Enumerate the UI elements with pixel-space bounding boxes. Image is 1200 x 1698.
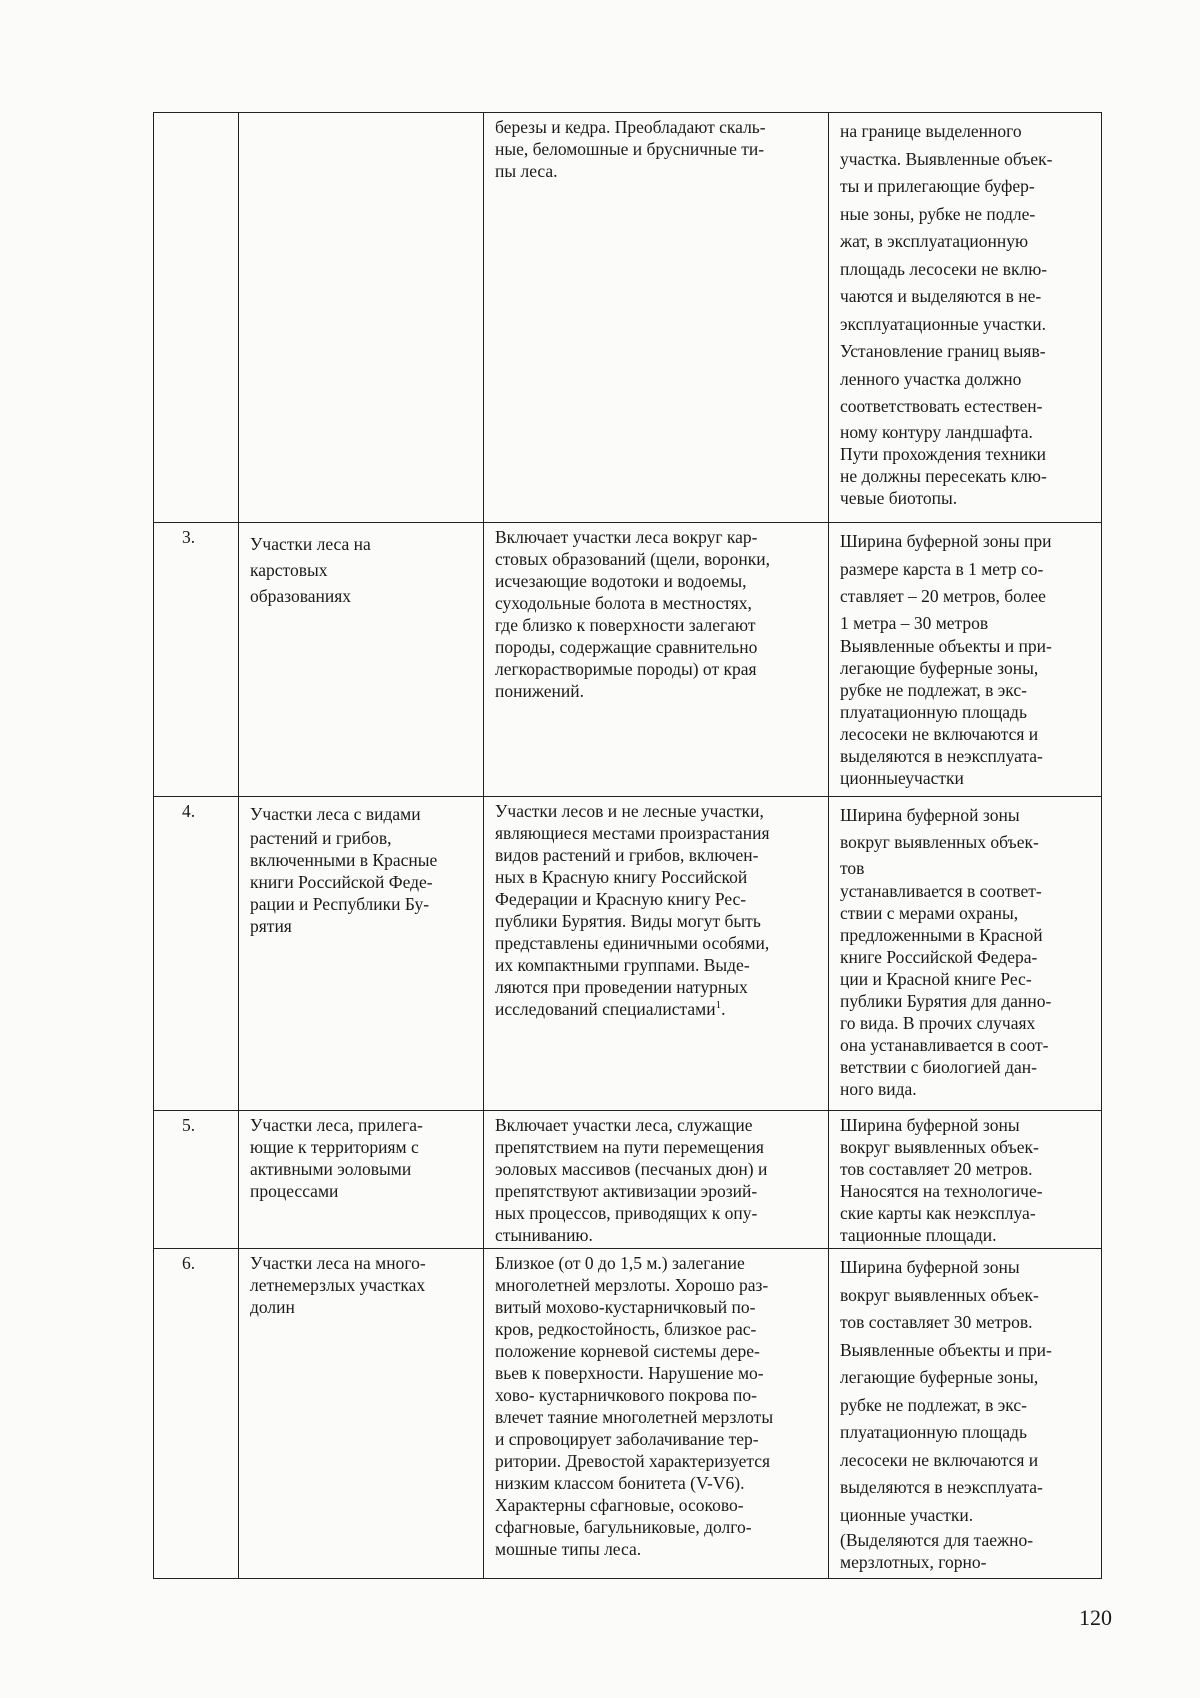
text-line: процессами — [250, 1181, 339, 1201]
text-line: Участки леса на — [250, 534, 371, 554]
text-line: препятствуют активизации эрозий- — [495, 1181, 758, 1201]
text-line: тов составляет 30 метров. — [840, 1312, 1033, 1332]
text-line: легкорастворимые породы) от края — [495, 659, 757, 679]
text-line: хово- кустарничкового покрова по- — [495, 1385, 757, 1405]
area-name-cell — [239, 797, 484, 1111]
text-line: положение корневой системы дере- — [495, 1341, 760, 1361]
area-name-cell — [239, 1111, 484, 1249]
text-line: ские карты как неэксплуа- — [840, 1203, 1036, 1223]
text-line: Выявленные объекты и при- — [840, 635, 1052, 656]
text-line: публики Бурятия. Виды могут быть — [495, 911, 761, 931]
text-line: образованиях — [250, 586, 352, 606]
text-line: Выявленные объекты и при- — [840, 1339, 1052, 1360]
text-line: и спровоцирует заболачивание тер- — [495, 1429, 759, 1449]
area-name-cell — [239, 113, 484, 523]
text-line: книги Российской Феде- — [250, 872, 433, 892]
text-line: витый мохово-кустарничковый по- — [495, 1297, 756, 1317]
text-line: Характерны сфагновые, осоково- — [495, 1495, 744, 1515]
text-line: долин — [250, 1297, 295, 1317]
text-line: вокруг выявленных объек- — [840, 1284, 1039, 1305]
text-line: легающие буферные зоны, — [840, 1367, 1039, 1387]
text-line: их компактными группами. Выде- — [495, 955, 750, 975]
text-line: Ширина буферной зоны — [840, 1257, 1020, 1277]
text-line: Ширина буферной зоны — [840, 805, 1020, 825]
text-line: тов — [840, 858, 865, 878]
text-line: лесосеки не включаются и — [840, 723, 1039, 744]
text-line: ции и Красной книге Рес- — [840, 969, 1032, 989]
text-line: стыниванию. — [495, 1225, 593, 1245]
text-line: эоловых массивов (песчаных дюн) и — [495, 1159, 768, 1179]
text-line: ционныеучастки — [840, 767, 964, 788]
text-line: ных в Красную книгу Российской — [495, 867, 748, 887]
text-fragment: исследований специалистами — [495, 999, 716, 1019]
text-line: Участки леса, прилега- — [250, 1115, 423, 1135]
text-line: книге Российской Федера- — [840, 947, 1038, 967]
text-line: размере карста в 1 метр со- — [840, 558, 1044, 579]
text-line: сфагновые, багульниковые, долго- — [495, 1517, 752, 1537]
text-line: чевые биотопы. — [840, 487, 958, 508]
text-line: Участки леса с видами — [250, 804, 421, 824]
text-line: рации и Республики Бу- — [250, 894, 430, 914]
text-line: соответствовать естествен- — [840, 396, 1043, 416]
text-line: ных процессов, приводящих к опу- — [495, 1203, 758, 1223]
forest-areas-table — [153, 112, 1102, 1579]
text-line: Ширина буферной зоны при — [840, 531, 1052, 551]
text-line — [495, 998, 820, 1020]
text-line: ному контуру ландшафта. — [840, 421, 1033, 442]
text-line: вокруг выявленных объек- — [840, 1137, 1039, 1157]
requirements-cell — [829, 523, 1102, 797]
row-number-cell: 3. — [154, 523, 239, 797]
area-name-cell — [239, 1249, 484, 1579]
text-line: она устанавливается в соот- — [840, 1035, 1049, 1055]
text-line: устанавливается в соответ- — [840, 881, 1042, 901]
text-line: Наносятся на технологиче- — [840, 1181, 1043, 1201]
text-line: на границе выделенного — [840, 121, 1022, 141]
row-number-cell: 5. — [154, 1111, 239, 1249]
text-line: летнемерзлых участках — [250, 1275, 426, 1295]
text-line: низким классом бонитета (V-V6). — [495, 1473, 745, 1493]
text-line: многолетней мерзлоты. Хорошо раз- — [495, 1275, 769, 1295]
text-line: представлены единичными особями, — [495, 933, 770, 953]
text-line: ветствии с биологией дан- — [840, 1057, 1037, 1077]
text-line: Участки леса на много- — [250, 1253, 426, 1273]
table-row-6 — [154, 1249, 1102, 1579]
text-line: растений и грибов, — [250, 828, 392, 848]
text-line: влечет таяние многолетней мерзлоты — [495, 1407, 774, 1427]
text-line: мошные типы леса. — [495, 1539, 642, 1559]
text-line: активными эоловыми — [250, 1159, 412, 1179]
description-cell — [484, 797, 829, 1111]
text-line: (Выделяются для таежно- — [840, 1530, 1034, 1550]
text-line: Ширина буферной зоны — [840, 1115, 1020, 1135]
text-line: 1 метра – 30 метров — [840, 612, 989, 633]
text-line: лесосеки не включаются и — [840, 1449, 1039, 1470]
row-number-cell: 6. — [154, 1249, 239, 1579]
text-line: легающие буферные зоны, — [840, 657, 1039, 678]
text-line: жат, в эксплуатационную — [840, 231, 1029, 251]
description-cell — [484, 1249, 829, 1579]
text-line: ленного участка должно — [840, 368, 1022, 389]
text-line: рубке не подлежат, в экс- — [840, 679, 1027, 700]
text-line: стовых образований (щели, воронки, — [495, 549, 771, 569]
description-cell — [484, 113, 829, 523]
requirements-cell — [829, 1249, 1102, 1579]
text-line: березы и кедра. Преобладают скаль- — [495, 117, 766, 137]
text-line: ляются при проведении натурных — [495, 977, 748, 997]
text-line: Федерации и Красную книгу Рес- — [495, 889, 747, 909]
text-line: Близкое (от 0 до 1,5 м.) залегание — [495, 1253, 745, 1273]
text-line: ного вида. — [840, 1079, 917, 1099]
text-line: ритории. Древостой характеризуется — [495, 1451, 771, 1471]
text-line: плуатационную площадь — [840, 1422, 1027, 1442]
text-line: ные, беломошные и брусничные ти- — [495, 139, 765, 159]
text-line: Установление границ выяв- — [840, 341, 1046, 361]
text-line: Включает участки леса, служащие — [495, 1115, 753, 1135]
text-line: пы леса. — [495, 161, 558, 181]
text-line: ставляет – 20 метров, более — [840, 586, 1046, 606]
text-line: ционные участки. — [840, 1504, 974, 1525]
text-line: породы, содержащие сравнительно — [495, 637, 758, 657]
text-line: препятствием на пути перемещения — [495, 1137, 764, 1157]
text-line: вьев к поверхности. Нарушение мо- — [495, 1363, 764, 1383]
text-line: ные зоны, рубке не подле- — [840, 203, 1036, 224]
text-fragment: . — [721, 999, 726, 1019]
table-row-4 — [154, 797, 1102, 1111]
text-line: чаются и выделяются в не- — [840, 286, 1042, 306]
text-line: предложенными в Красной — [840, 925, 1043, 945]
text-line: ствии с мерами охраны, — [840, 903, 1019, 923]
table-row-3 — [154, 523, 1102, 797]
text-line: эксплуатационные участки. — [840, 313, 1046, 334]
text-line: видов растений и грибов, включен- — [495, 845, 759, 865]
text-line: рятия — [250, 916, 292, 936]
text-line: где близко к поверхности залегают — [495, 615, 756, 635]
footnote-marker: 1 — [715, 999, 722, 1012]
text-line: публики Бурятия для данно- — [840, 991, 1052, 1011]
row-number-cell — [154, 113, 239, 523]
text-line: площадь лесосеки не вклю- — [840, 258, 1048, 279]
text-line: выделяются в неэксплуата- — [840, 1477, 1043, 1497]
text-line: мерзлотных, горно- — [840, 1552, 987, 1572]
text-line: тационные площади. — [840, 1225, 997, 1245]
text-line: ты и прилегающие буфер- — [840, 176, 1035, 196]
text-line: выделяются в неэксплуата- — [840, 745, 1043, 766]
text-line: исчезающие водотоки и водоемы, — [495, 571, 747, 591]
requirements-cell — [829, 113, 1102, 523]
text-line: включенными в Красные — [250, 850, 438, 870]
description-cell — [484, 1111, 829, 1249]
text-line: не должны пересекать клю- — [840, 465, 1047, 486]
text-line: карстовых — [250, 560, 328, 580]
text-line: являющиеся местами произрастания — [495, 823, 770, 843]
text-line: понижений. — [495, 681, 584, 701]
text-line: тов составляет 20 метров. — [840, 1159, 1033, 1179]
text-line: плуатационную площадь — [840, 701, 1027, 722]
text-line: рубке не подлежат, в экс- — [840, 1394, 1027, 1415]
requirements-cell — [829, 797, 1102, 1111]
requirements-cell — [829, 1111, 1102, 1249]
table-row-5 — [154, 1111, 1102, 1249]
text-line: го вида. В прочих случаях — [840, 1013, 1036, 1033]
row-number-cell: 4. — [154, 797, 239, 1111]
text-line: суходольные болота в местностях, — [495, 593, 752, 613]
text-line: Участки лесов и не лесные участки, — [495, 801, 764, 821]
text-line: вокруг выявленных объек- — [840, 832, 1039, 852]
page-number: 120 — [1079, 1605, 1112, 1630]
text-line: кров, редкостойность, близкое рас- — [495, 1319, 757, 1339]
description-cell — [484, 523, 829, 797]
text-line: участка. Выявленные объек- — [840, 148, 1053, 169]
area-name-cell — [239, 523, 484, 797]
text-line: Пути прохождения техники — [840, 443, 1047, 464]
table-row-continuation — [154, 113, 1102, 523]
text-line: ющие к территориям с — [250, 1137, 419, 1157]
text-line: Включает участки леса вокруг кар- — [495, 527, 758, 547]
